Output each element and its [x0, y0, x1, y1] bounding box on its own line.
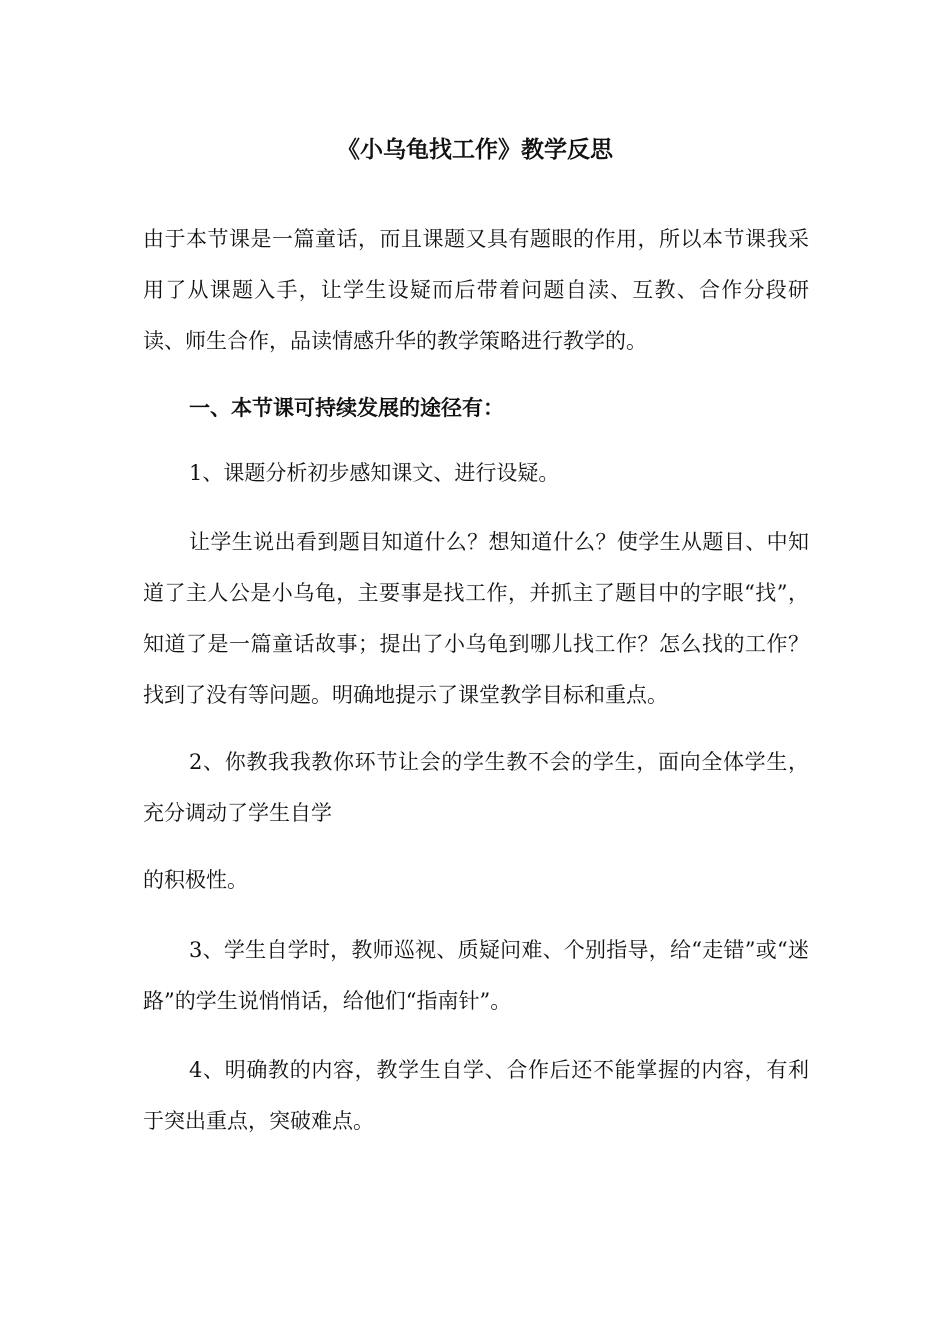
item1-body: 让学生说出看到题目知道什么？想知道什么？使学生从题目、中知道了主人公是小乌龟，主要事是找工作，并抓主了题目中的字眼“找”，知道了是一篇童话故事；提出了小乌龟到哪儿找工作？怎么找的工作？找到了没有等问题。明确地提示了课堂教学目标和重点。 [143, 530, 809, 707]
document-title: 《小乌龟找工作》教学反思 [337, 136, 613, 163]
intro-paragraph: 由于本节课是一篇童话，而且课题又具有题眼的作用，所以本节课我采用了从课题入手，让学生设疑而后带着问题自渎、互教、合作分段研读、师生合作，品读情感升华的教学策略进行教学的。 [143, 227, 809, 353]
item4-paragraph: 4、明确教的内容，教学生自学、合作后还不能掌握的内容，有利于突出重点，突破难点。 [143, 1058, 809, 1133]
item3-paragraph: 3、学生自学时，教师巡视、质疑问难、个别指导，给“走错”或“迷路”的学生说悄悄话，给他们“指南针”。 [143, 938, 809, 1013]
section-heading: 一、本节课可持续发展的途径有： [189, 395, 504, 420]
item1-heading: 1、课题分析初步感知课文、进行设疑。 [189, 461, 560, 485]
item2-paragraph: 2、你教我我教你环节让会的学生教不会的学生，面向全体学生，充分调动了学生自学 [143, 750, 809, 825]
item2-continuation: 的积极性。 [143, 868, 248, 892]
